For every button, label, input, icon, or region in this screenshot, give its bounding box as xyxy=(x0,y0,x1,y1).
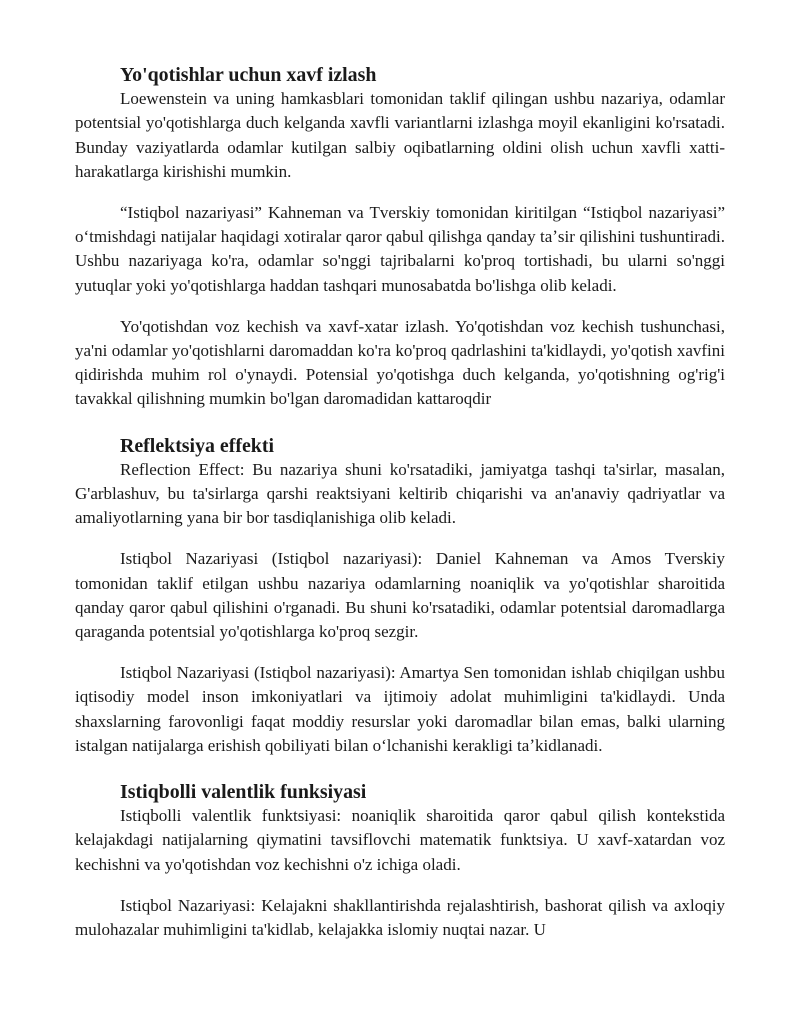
paragraph: “Istiqbol nazariyasi” Kahneman va Tverskiy tomonidan kiritilgan “Istiqbol nazariyasi” oʻtmishdagi natijalar haqidagi xotiralar qaror qabul qilishga qanday taʼsir qilishini tushuntiradi. Ushbu nazariyaga ko'ra, odamlar so'nggi tajribalarni ko'proq tortishadi, bu ularni so'nggi yutuqlar yoki yo'qotishlarga haddan tashqari munosabatda bo'lishga olib keladi. xyxy=(75,203,725,295)
paragraph: Loewenstein va uning hamkasblari tomonidan taklif qilingan ushbu nazariya, odamlar potentsial yo'qotishlarga duch kelganda xavfli variantlarni izlashga moyil ekanligini ko'rsatadi. Bunday vaziyatlarda odamlar kutilgan salbiy oqibatlarning oldini olish uchun xavfli xatti-harakatlarga kirishishi mumkin. xyxy=(75,89,725,181)
paragraph: Yo'qotishdan voz kechish va xavf-xatar izlash. Yo'qotishdan voz kechish tushunchasi, ya'ni odamlar yo'qotishlarni daromaddan ko'ra ko'proq qadrlashini ta'kidlaydi, yo'qotish xavfini qidirishda muhim rol o'ynaydi. Potensial yo'qotishga duch kelganda, yo'qotishning og'rig'i tavakkal qilishning mumkin bo'lgan daromadidan kattaroqdir xyxy=(75,316,725,409)
section-heading: Yo'qotishlar uchun xavf izlash xyxy=(120,64,377,86)
paragraph: Istiqbolli valentlik funktsiyasi: noaniqlik sharoitida qaror qabul qilish kontekstida kelajakdagi natijalarning qiymatini tavsiflovchi matematik funktsiya. U xavf-xatardan voz kechishni va yo'qotishdan voz kechishni o'z ichiga oladi. xyxy=(75,806,725,874)
section-heading: Istiqbolli valentlik funksiyasi xyxy=(120,781,367,804)
paragraph: Reflection Effect: Bu nazariya shuni ko'rsatadiki, jamiyatga tashqi ta'sirlar, masalan, G'arblashuv, bu ta'sirlarga qarshi reaktsiyani keltirib chiqarishi va an'anaviy qadriyatlar va amaliyotlarning yana bir bor tasdiqlanishiga olib keladi. xyxy=(75,459,725,528)
document-page xyxy=(75,63,725,942)
paragraph: Istiqbol Nazariyasi (Istiqbol nazariyasi): Amartya Sen tomonidan ishlab chiqilgan ushbu iqtisodiy model inson imkoniyatlari va ijtimoiy adolat muhimligini ta'kidlaydi. Unda shaxslarning farovonligi faqat moddiy resurslar yoki daromadlar bilan emas, balki ularning istalgan natijalarga erishish qobiliyati bilan oʻlchanishi kerakligi taʼkidlanadi. xyxy=(75,663,725,755)
section-heading: Reflektsiya effekti xyxy=(120,434,274,457)
paragraph: Istiqbol Nazariyasi: Kelajakni shakllantirishda rejalashtirish, bashorat qilish va axloqiy mulohazalar muhimligini ta'kidlab, kelajakka islomiy nuqtai nazar. U xyxy=(75,895,725,940)
paragraph: Istiqbol Nazariyasi (Istiqbol nazariyasi): Daniel Kahneman va Amos Tverskiy tomonidan taklif etilgan ushbu nazariya odamlarning noaniqlik va yo'qotishlar sharoitida qanday qaror qabul qilishini o'rganadi. Bu shuni ko'rsatadiki, odamlar potentsial daromadlarga qaraganda potentsial yo'qotishlarga ko'proq sezgir. xyxy=(75,549,725,642)
